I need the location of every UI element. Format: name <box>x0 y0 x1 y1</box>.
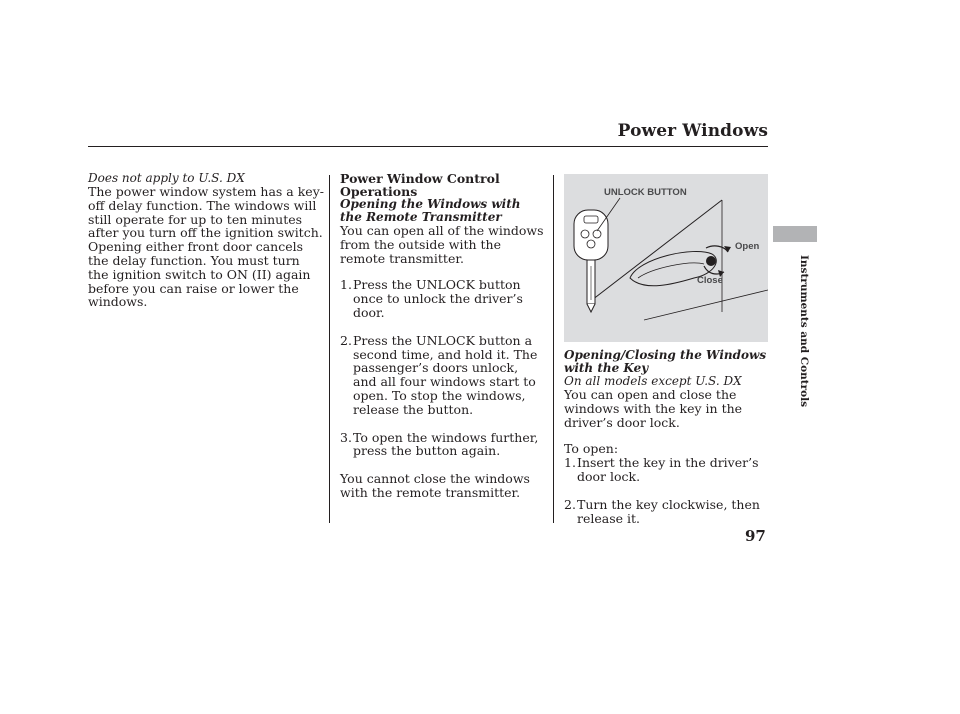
title-rule <box>88 146 768 147</box>
applicability-note: On all models except U.S. DX <box>564 374 742 388</box>
key-door-drawing <box>564 174 768 342</box>
section-tab-label: Instruments and Controls <box>798 255 810 408</box>
step-text: Turn the key clockwise, then release it. <box>577 496 760 526</box>
step-number: 2. <box>340 332 352 348</box>
key-off-delay-paragraph: The power window system has a key-off delay function. The windows will still operate for up to ten minutes after you turn off the ignition switch. Opening either front door cancels the delay function. You must turn the ignition switch to ON (II) again before you can raise or lower the windows. <box>88 184 324 310</box>
remote-key-fob-icon <box>574 210 608 312</box>
key-step-2 <box>564 498 779 526</box>
column-key-off-delay <box>88 172 324 309</box>
open-label: Open <box>735 241 760 252</box>
step-text: Insert the key in the driver’s door lock. <box>577 455 759 484</box>
remote-closing-note: You cannot close the windows with the remote transmitter. <box>340 471 530 500</box>
key-lock-icon <box>706 256 716 266</box>
column-remote-transmitter <box>340 172 545 500</box>
page-title: Power Windows <box>617 121 768 141</box>
remote-step-3 <box>340 431 545 459</box>
remote-step-1 <box>340 278 545 319</box>
column-key-operation <box>564 349 779 525</box>
unlock-button-label: UNLOCK BUTTON <box>604 187 687 198</box>
close-label: Close <box>697 275 723 286</box>
section-tab <box>773 226 817 242</box>
remote-intro: You can open all of the windows from the outside with the remote transmitter. <box>340 223 544 266</box>
subsection-heading-key: Opening/Closing the Windows with the Key <box>564 348 767 375</box>
subsection-heading-remote: Opening the Windows with the Remote Transmitter <box>340 197 521 224</box>
key-intro: You can open and close the windows with the key in the driver’s door lock. <box>564 387 743 430</box>
column-divider-left <box>329 175 330 523</box>
applicability-note: Does not apply to U.S. DX <box>88 171 245 185</box>
key-illustration <box>564 174 768 342</box>
step-text: Press the UNLOCK button a second time, and hold it. The passenger’s doors unlock, and all four windows start to open. To stop the windows, release the button. <box>353 332 538 417</box>
step-text: Press the UNLOCK button once to unlock the driver’s door. <box>353 277 523 320</box>
step-number: 1. <box>340 277 352 293</box>
page-number: 97 <box>745 527 766 545</box>
section-heading: Power Window Control Operations <box>340 171 500 199</box>
column-divider-right <box>553 175 554 523</box>
remote-step-2 <box>340 334 545 417</box>
step-text: To open the windows further, press the button again. <box>353 429 539 459</box>
step-number: 1. <box>564 455 576 471</box>
step-number: 2. <box>564 496 576 512</box>
key-step-1 <box>564 456 779 484</box>
to-open-label: To open: <box>564 441 619 457</box>
step-number: 3. <box>340 429 352 445</box>
